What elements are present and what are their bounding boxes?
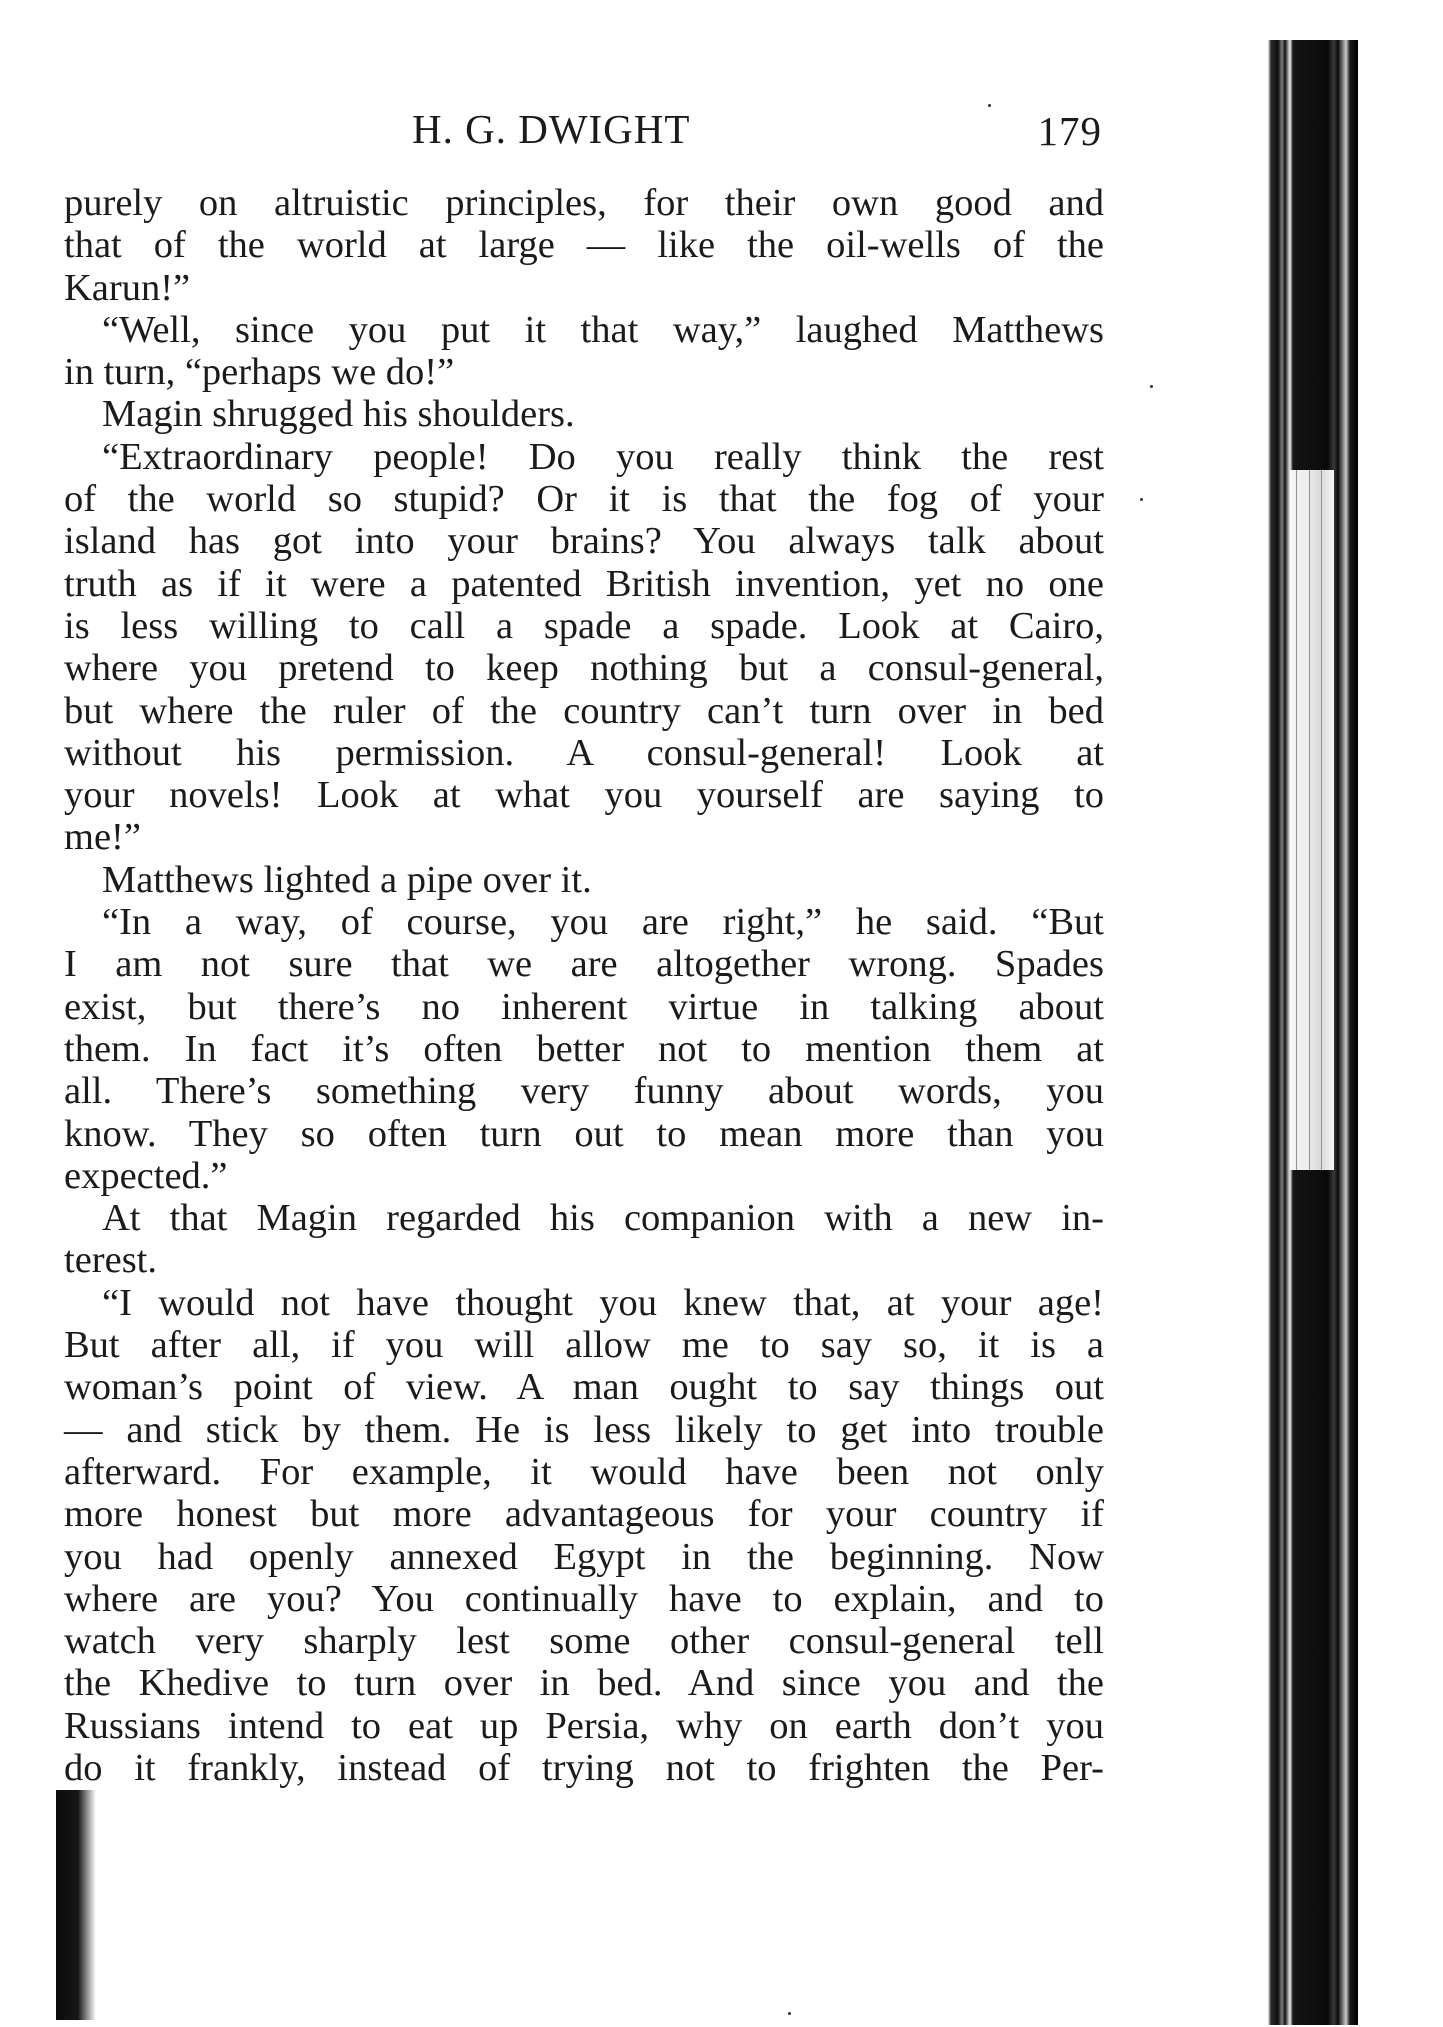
text-line: me!” xyxy=(64,816,141,859)
text-line: know. They so often turn out to mean more than you xyxy=(64,1112,1104,1155)
page-edge-shadow xyxy=(56,1790,96,2020)
scan-speck xyxy=(788,2012,791,2015)
text-line: that of the world at large — like the oil-wells of the xyxy=(64,224,1104,267)
text-line: your novels! Look at what you yourself are saying to xyxy=(64,774,1104,817)
text-line: but where the ruler of the country can’t turn over in bed xyxy=(64,689,1104,732)
page-header xyxy=(412,105,1102,165)
text-line: “In a way, of course, you are right,” he said. “But xyxy=(102,901,1104,944)
text-line: of the world so stupid? Or it is that the fog of your xyxy=(64,478,1104,521)
text-line: more honest but more advantageous for your country if xyxy=(64,1493,1104,1536)
text-line: in turn, “perhaps we do!” xyxy=(64,351,455,394)
scan-speck xyxy=(1140,498,1143,501)
text-line: “Extraordinary people! Do you really think the rest xyxy=(102,435,1104,478)
text-line: the Khedive to turn over in bed. And since you and the xyxy=(64,1662,1104,1705)
text-line: — and stick by them. He is less likely to get into trouble xyxy=(64,1408,1104,1451)
text-line: Matthews lighted a pipe over it. xyxy=(102,858,592,901)
text-line: watch very sharply lest some other consul-general tell xyxy=(64,1620,1104,1663)
text-line: is less willing to call a spade a spade. Look at Cairo, xyxy=(64,604,1104,647)
text-line: purely on altruistic principles, for their own good and xyxy=(64,182,1104,224)
body-text xyxy=(64,182,1104,1789)
running-title: H. G. DWIGHT xyxy=(412,106,691,152)
text-line: do it frankly, instead of trying not to frighten the Per- xyxy=(64,1746,1104,1789)
text-line: “I would not have thought you knew that, at your age! xyxy=(102,1281,1104,1324)
text-line: afterward. For example, it would have been not only xyxy=(64,1450,1104,1493)
text-line: Magin shrugged his shoulders. xyxy=(102,393,575,436)
text-line: island has got into your brains? You always talk about xyxy=(64,520,1104,563)
text-line: At that Magin regarded his companion with a new in- xyxy=(102,1197,1104,1240)
scan-speck xyxy=(1150,385,1153,388)
text-line: you had openly annexed Egypt in the beginning. Now xyxy=(64,1535,1104,1578)
text-line: all. There’s something very funny about words, you xyxy=(64,1070,1104,1113)
text-line: where are you? You continually have to explain, and to xyxy=(64,1577,1104,1620)
page-number: 179 xyxy=(1037,108,1102,154)
text-line: Karun!” xyxy=(64,266,191,309)
text-line: truth as if it were a patented British invention, yet no one xyxy=(64,562,1104,605)
text-line: without his permission. A consul-general! Look at xyxy=(64,731,1104,774)
text-line: them. In fact it’s often better not to mention them at xyxy=(64,1027,1104,1070)
text-line: Russians intend to eat up Persia, why on earth don’t you xyxy=(64,1704,1104,1747)
text-line: But after all, if you will allow me to say so, it is a xyxy=(64,1324,1104,1367)
text-line: exist, but there’s no inherent virtue in talking about xyxy=(64,985,1104,1028)
text-line: woman’s point of view. A man ought to say things out xyxy=(64,1366,1104,1409)
text-line: expected.” xyxy=(64,1154,228,1197)
spine-highlight xyxy=(1290,470,1334,1170)
text-line: I am not sure that we are altogether wrong. Spades xyxy=(64,943,1104,986)
text-line: “Well, since you put it that way,” laughed Matthews xyxy=(102,308,1104,351)
text-line: terest. xyxy=(64,1239,157,1282)
scan-speck xyxy=(988,104,991,107)
text-line: where you pretend to keep nothing but a consul-general, xyxy=(64,647,1104,690)
